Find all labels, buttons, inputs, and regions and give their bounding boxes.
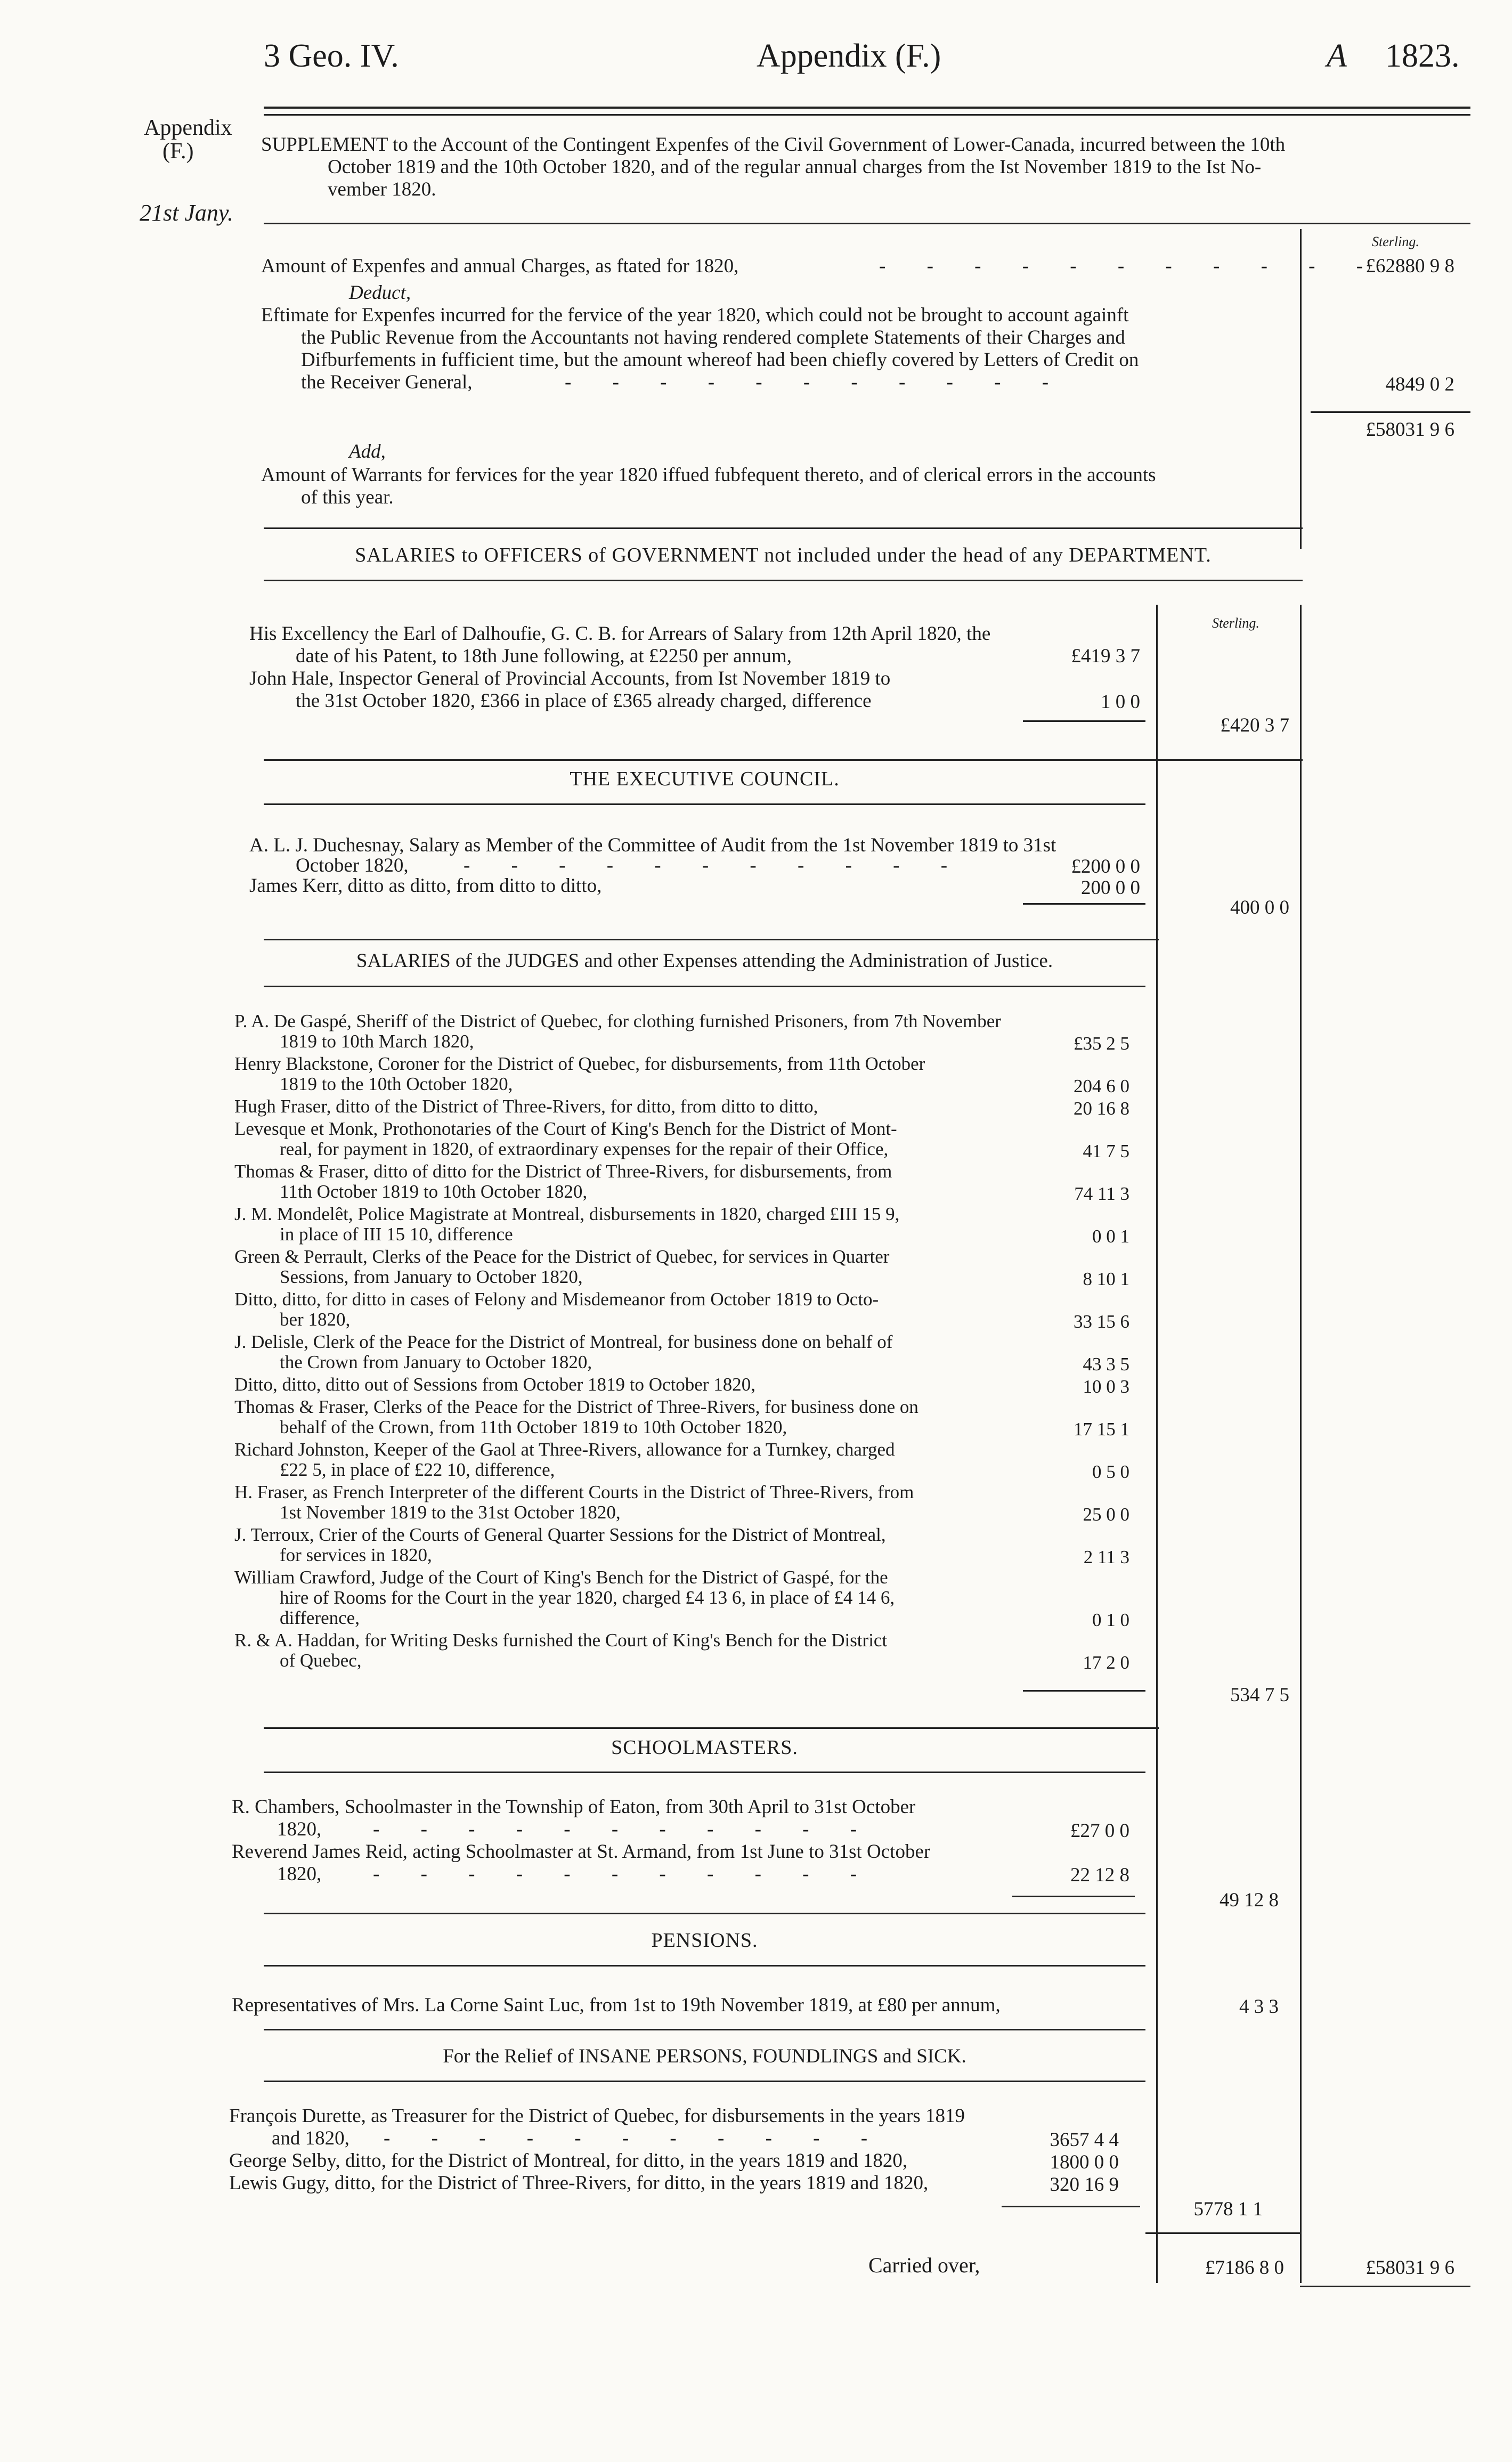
rule bbox=[264, 1772, 1145, 1773]
entry-value: £200 0 0 bbox=[1071, 856, 1140, 877]
entry-line: Richard Johnston, Keeper of the Gaol at Three-Rivers, allowance for a Turnkey, charged bbox=[234, 1439, 895, 1460]
entry-value: 2 11 3 bbox=[1083, 1547, 1129, 1567]
section-title: For the Relief of INSANE PERSONS, FOUNDLINGS and SICK. bbox=[443, 2045, 966, 2067]
entry-line: 1820, bbox=[277, 1818, 322, 1840]
sterling-label: Sterling. bbox=[1372, 234, 1419, 249]
entry-line: Ditto, ditto, for ditto in cases of Felony and Misdemeanor from October 1819 to Octo- bbox=[234, 1289, 879, 1310]
entry-value: £35 2 5 bbox=[1074, 1033, 1129, 1054]
entry-value: 17 15 1 bbox=[1074, 1419, 1129, 1440]
column-rule bbox=[1156, 605, 1158, 2283]
deduct-label: Deduct, bbox=[349, 282, 411, 304]
rule bbox=[1311, 411, 1470, 413]
section-total: 534 7 5 bbox=[1230, 1684, 1289, 1706]
rule bbox=[1023, 903, 1145, 905]
entry-line: 11th October 1819 to 10th October 1820, bbox=[280, 1181, 588, 1202]
entry-line: Henry Blackstone, Coroner for the District of Quebec, for disbursements, from 11th October bbox=[234, 1053, 925, 1074]
entry-value: 8 10 1 bbox=[1083, 1269, 1129, 1289]
rule bbox=[264, 527, 1303, 529]
entry-line: J. M. Mondelêt, Police Magistrate at Montreal, disbursements in 1820, charged £III 15 9, bbox=[234, 1204, 900, 1224]
rule bbox=[1145, 2232, 1300, 2234]
section-total: 5778 1 1 bbox=[1193, 2198, 1263, 2220]
header-left: 3 Geo. IV. bbox=[264, 38, 399, 74]
entry-line: and 1820, bbox=[272, 2127, 349, 2149]
rule bbox=[1012, 1896, 1135, 1897]
entry-value: 0 5 0 bbox=[1092, 1461, 1129, 1482]
amount-value: £62880 9 8 bbox=[1365, 255, 1454, 277]
entry-line: Levesque et Monk, Prothonotaries of the Court of King's Bench for the District of Mont- bbox=[234, 1118, 897, 1139]
entry-line: John Hale, Inspector General of Provincial Accounts, from Ist November 1819 to bbox=[249, 668, 891, 689]
sterling-label: Sterling. bbox=[1212, 615, 1259, 631]
section-title: PENSIONS. bbox=[651, 1929, 758, 1952]
entry-line: James Kerr, ditto as ditto, from ditto to ditto, bbox=[249, 875, 602, 897]
entry-line: date of his Patent, to 18th June following, at £2250 per annum, bbox=[296, 645, 792, 667]
entry-line: difference, bbox=[280, 1607, 360, 1628]
entry-line: October 1820, bbox=[296, 855, 409, 876]
entry-value: 43 3 5 bbox=[1083, 1354, 1129, 1375]
entry-value: 1 0 0 bbox=[1101, 691, 1140, 713]
entry-line: William Crawford, Judge of the Court of King's Bench for the District of Gaspé, for the bbox=[234, 1567, 888, 1588]
rule bbox=[264, 939, 1159, 940]
entry-value: 200 0 0 bbox=[1081, 877, 1140, 899]
rule bbox=[264, 2081, 1145, 2082]
rule bbox=[264, 1965, 1145, 1967]
entry-line: for services in 1820, bbox=[280, 1545, 432, 1565]
margin-date: 21st Jany. bbox=[140, 200, 233, 226]
entry-line: Ditto, ditto, ditto out of Sessions from October 1819 to October 1820, bbox=[234, 1374, 755, 1395]
warrants-line: of this year. bbox=[301, 486, 394, 508]
header-year: 1823. bbox=[1385, 38, 1460, 74]
intro-line: SUPPLEMENT to the Account of the Contingent Expenfes of the Civil Government of Lower-Canada, incurred between the 10th bbox=[261, 134, 1286, 156]
entry-line: Reverend James Reid, acting Schoolmaster at St. Armand, from 1st June to 31st October bbox=[232, 1841, 931, 1863]
rule bbox=[1023, 720, 1145, 722]
entry-line: J. Terroux, Crier of the Courts of General Quarter Sessions for the District of Montreal, bbox=[234, 1524, 886, 1545]
entry-value: 17 2 0 bbox=[1083, 1652, 1129, 1673]
entry-value: 41 7 5 bbox=[1083, 1141, 1129, 1161]
entry-line: £22 5, in place of £22 10, difference, bbox=[280, 1459, 555, 1480]
entry-line: H. Fraser, as French Interpreter of the different Courts in the District of Three-Rivers, from bbox=[234, 1482, 914, 1502]
estimate-value: 4849 0 2 bbox=[1385, 373, 1454, 395]
subtotal-value: £58031 9 6 bbox=[1365, 419, 1454, 441]
section-total: 400 0 0 bbox=[1230, 897, 1289, 919]
entry-line: J. Delisle, Clerk of the Peace for the District of Montreal, for business done on behalf of bbox=[234, 1331, 893, 1352]
intro-line: October 1819 and the 10th October 1820, and of the regular annual charges from the Ist November 1819 to the Ist No- bbox=[328, 156, 1262, 178]
entry-line: 1819 to the 10th October 1820, bbox=[280, 1074, 513, 1094]
entry-line: the 31st October 1820, £366 in place of £365 already charged, difference bbox=[296, 690, 872, 712]
entry-value: £27 0 0 bbox=[1070, 1820, 1129, 1842]
rule bbox=[264, 1913, 1145, 1914]
estimate-line: Eftimate for Expenfes incurred for the fervice of the year 1820, which could not be brought to account againft bbox=[261, 304, 1129, 326]
entry-line: Thomas & Fraser, Clerks of the Peace for the District of Three-Rivers, for business done on bbox=[234, 1396, 918, 1417]
entry-line: real, for payment in 1820, of extraordinary expenses for the repair of their Office, bbox=[280, 1139, 889, 1159]
header-center: Appendix (F.) bbox=[757, 38, 941, 74]
column-rule bbox=[1300, 605, 1302, 2283]
entry-line: His Excellency the Earl of Dalhoufie, G. C. B. for Arrears of Salary from 12th April 1820, the bbox=[249, 623, 991, 645]
carried-column-1: £7186 8 0 bbox=[1205, 2257, 1284, 2279]
entry-value: 3657 4 4 bbox=[1050, 2129, 1119, 2151]
entry-line: Sessions, from January to October 1820, bbox=[280, 1266, 583, 1287]
entry-line: behalf of the Crown, from 11th October 1819 to 10th October 1820, bbox=[280, 1417, 787, 1437]
rule bbox=[264, 759, 1303, 761]
intro-line: vember 1820. bbox=[328, 178, 436, 200]
rule bbox=[264, 107, 1470, 109]
estimate-line: the Receiver General, bbox=[301, 371, 473, 393]
entry-line: Hugh Fraser, ditto of the District of Three-Rivers, for ditto, from ditto to ditto, bbox=[234, 1096, 818, 1117]
entry-line: Thomas & Fraser, ditto of ditto for the District of Three-Rivers, for disbursements, from bbox=[234, 1161, 892, 1182]
section-title: SCHOOLMASTERS. bbox=[611, 1736, 798, 1759]
section-total: £420 3 7 bbox=[1220, 714, 1289, 736]
entry-value: 204 6 0 bbox=[1074, 1076, 1129, 1096]
carried-over-label: Carried over, bbox=[868, 2253, 980, 2277]
rule bbox=[264, 803, 1145, 805]
section-title: SALARIES to OFFICERS of GOVERNMENT not included under the head of any DEPARTMENT. bbox=[355, 544, 1212, 566]
entry-value: 20 16 8 bbox=[1074, 1098, 1129, 1119]
add-label: Add, bbox=[349, 441, 386, 462]
entry-value: 0 0 1 bbox=[1092, 1226, 1129, 1247]
entry-value: 320 16 9 bbox=[1050, 2174, 1119, 2196]
section-title: THE EXECUTIVE COUNCIL. bbox=[570, 768, 840, 790]
entry-value: 10 0 3 bbox=[1083, 1376, 1129, 1397]
estimate-line: Difburfements in fufficient time, but the amount whereof had been chiefly covered by Letters of Credit on bbox=[301, 349, 1139, 371]
entry-line: 1819 to 10th March 1820, bbox=[280, 1031, 474, 1052]
entry-line: hire of Rooms for the Court in the year 1820, charged £4 13 6, in place of £4 14 6, bbox=[280, 1587, 895, 1608]
header-letter: A bbox=[1327, 38, 1347, 74]
entry-line: Green & Perrault, Clerks of the Peace for the District of Quebec, for services in Quarter bbox=[234, 1246, 890, 1267]
rule bbox=[1300, 2286, 1470, 2287]
rule bbox=[264, 580, 1303, 581]
entry-line: P. A. De Gaspé, Sheriff of the District of Quebec, for clothing furnished Prisoners, from 7th November bbox=[234, 1011, 1001, 1031]
rule bbox=[1023, 1690, 1145, 1692]
margin-appendix: Appendix bbox=[144, 116, 232, 140]
entry-line: R. & A. Haddan, for Writing Desks furnished the Court of King's Bench for the District bbox=[234, 1630, 888, 1651]
entry-line: François Durette, as Treasurer for the District of Quebec, for disbursements in the years 1819 bbox=[229, 2105, 965, 2127]
amount-label: Amount of Expenfes and annual Charges, as ftated for 1820, bbox=[261, 255, 739, 277]
entry-value: 0 1 0 bbox=[1092, 1610, 1129, 1630]
entry-line: the Crown from January to October 1820, bbox=[280, 1352, 592, 1372]
carried-column-2: £58031 9 6 bbox=[1365, 2257, 1454, 2279]
entry-value: £419 3 7 bbox=[1071, 645, 1140, 667]
entry-line: of Quebec, bbox=[280, 1650, 362, 1671]
rule bbox=[264, 223, 1470, 224]
entry-line: R. Chambers, Schoolmaster in the Township of Eaton, from 30th April to 31st October bbox=[232, 1796, 916, 1818]
rule bbox=[264, 1727, 1159, 1729]
entry-line: George Selby, ditto, for the District of Montreal, for ditto, in the years 1819 and 1820, bbox=[229, 2150, 908, 2172]
margin-letter: (F.) bbox=[162, 139, 194, 164]
entry-value: 25 0 0 bbox=[1083, 1504, 1129, 1525]
entry-value: 74 11 3 bbox=[1074, 1183, 1129, 1204]
entry-line: 1820, bbox=[277, 1863, 322, 1885]
entry-value: 22 12 8 bbox=[1070, 1864, 1129, 1886]
entry-line: Lewis Gugy, ditto, for the District of Three-Rivers, for ditto, in the years 1819 and 1820, bbox=[229, 2172, 929, 2194]
rule bbox=[264, 114, 1470, 116]
entry-line: 1st November 1819 to the 31st October 1820, bbox=[280, 1502, 621, 1523]
entry-value: 33 15 6 bbox=[1074, 1311, 1129, 1332]
warrants-line: Amount of Warrants for fervices for the year 1820 iffued fubfequent thereto, and of clerical errors in the accounts bbox=[261, 464, 1156, 486]
entry-value: 1800 0 0 bbox=[1050, 2151, 1119, 2173]
section-title: SALARIES of the JUDGES and other Expenses attending the Administration of Justice. bbox=[356, 950, 1053, 972]
entry-line: ber 1820, bbox=[280, 1309, 351, 1330]
entry-line: in place of III 15 10, difference bbox=[280, 1224, 513, 1245]
estimate-line: the Public Revenue from the Accountants not having rendered complete Statements of their Charges and bbox=[301, 327, 1125, 348]
entry-line: A. L. J. Duchesnay, Salary as Member of the Committee of Audit from the 1st November 1819 to 31st bbox=[249, 834, 1056, 856]
rule bbox=[264, 986, 1145, 987]
section-total: 49 12 8 bbox=[1220, 1889, 1279, 1911]
entry-line: Representatives of Mrs. La Corne Saint Luc, from 1st to 19th November 1819, at £80 per annum, bbox=[232, 1994, 1001, 2016]
section-total: 4 3 3 bbox=[1239, 1996, 1279, 2018]
rule bbox=[1002, 2206, 1140, 2207]
rule bbox=[264, 2029, 1145, 2030]
